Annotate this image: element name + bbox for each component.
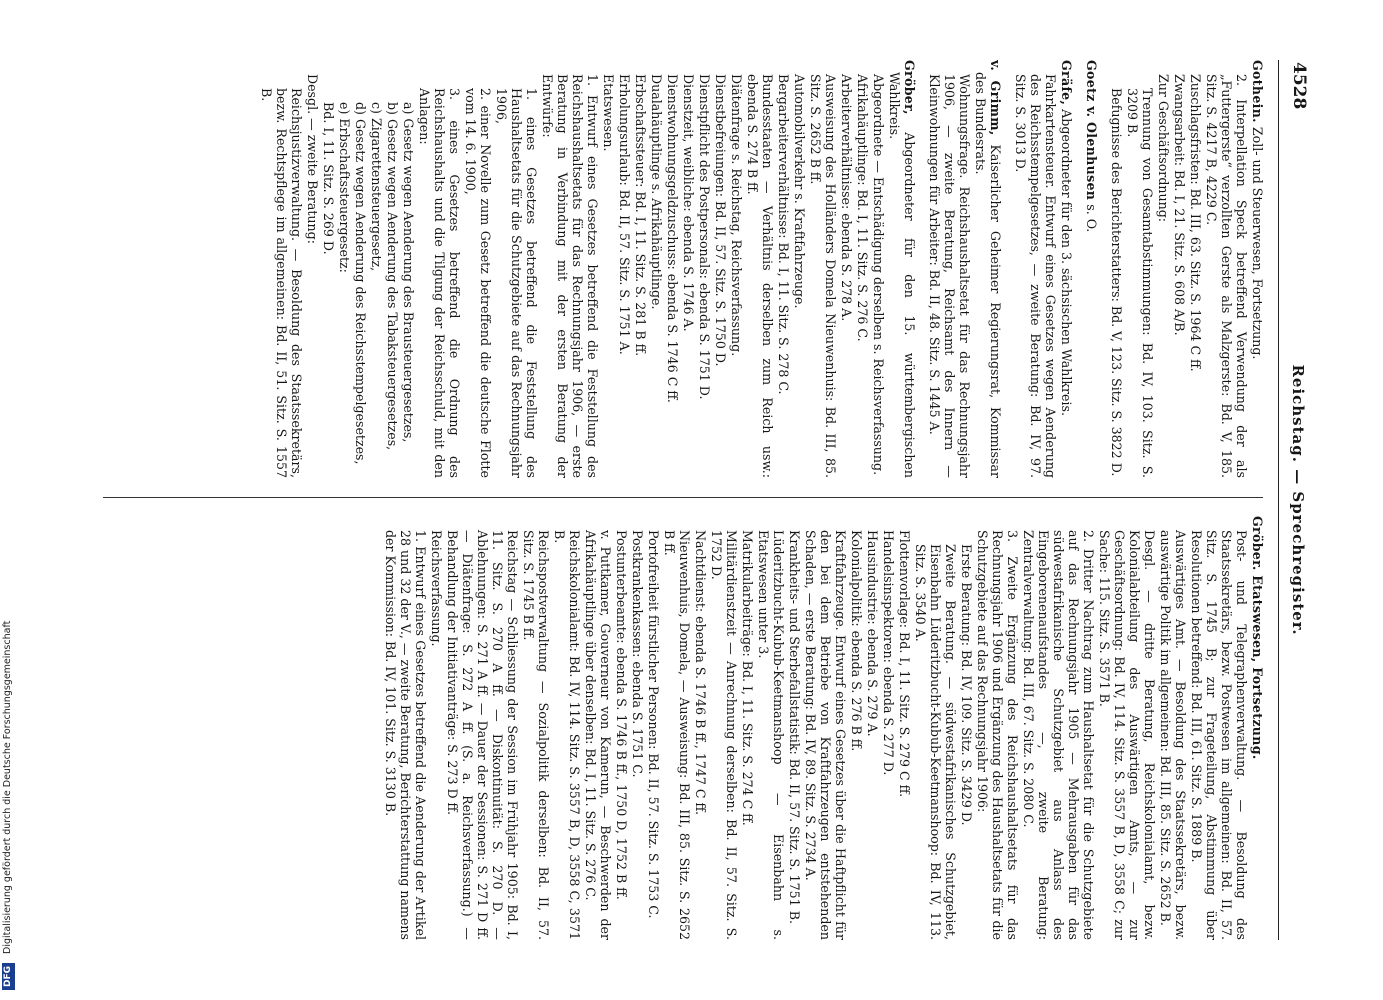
index-entry [745,60,775,478]
index-entry [662,516,692,940]
entry-text: Hausindustrie: ebenda S. 279 A. [865,530,880,737]
index-entry [1059,60,1074,478]
index-entry [1250,60,1265,478]
entry-text: Reichskolonialamt: Bd. IV, 114. Sitz. S. 3557 B, D, 3558 C, 3571 B. [552,530,582,940]
entry-gap [1075,60,1083,478]
index-entry [973,60,1003,478]
entry-text: Kolonialpolitik: ebenda S. 276 B ff. [849,530,864,752]
page-header [1278,60,1313,940]
entry-text: Trennung von Gesamtabstimmungen: Bd. IV, 103. Sitz. S. 3209 B. [1125,88,1155,478]
entry-text: 1. Entwurf eines Gesetzes betreffend die Aenderung der Artikel 28 und 32 der V., — zweite Beratung, Berichterstattung namens der Kommission: Bd. IV, 101. Sitz. S. 3130 B. [383,530,428,940]
index-entry [1109,60,1124,478]
entry-text: 3. Zweite Ergänzung des Reichshaushaltsetats für das Rechnungsjahr 1906 und Ergänzung des Haushaltsetats für die Schutzgebiete auf das Rechnungsjahr 1906: [975,530,1020,940]
index-entry [729,60,744,478]
index-entry [1172,60,1187,478]
entry-text: Dualahäuptlinge s. Afrikahäuptlinge. [649,74,664,310]
index-entry [521,516,551,940]
index-entry [1125,60,1155,478]
index-entry [871,60,886,478]
index-entry [305,60,320,478]
entry-text: Dienstbefreiungen: Bd. II, 57. Sitz. S. 1750 D. [713,74,728,367]
entry-text: 2. einer Novelle zum Gesetz betreffend die deutsche Flotte vom 14. 6. 1900, [463,88,493,478]
index-entry [463,60,493,478]
index-entry [385,60,400,478]
entry-text: Fahrkartensteuer. Entwurf eines Gesetzes wegen Aenderung des Reichsstempelgesetzes, — zweite Beratung: Bd. IV, 97. Sitz. S. 3013 D. [1013,74,1058,478]
index-entry [740,516,755,940]
page-number: 4528 [1289,62,1309,110]
index-entry [792,60,807,478]
index-entry [383,516,428,940]
entry-text: 1. Entwurf eines Gesetzes betreffend die Feststellung des Reichshaushaltsetats für das Rechnungsjahr 1906, — erste Beratung in Verbindung mit der ersten Beratung der Entwürfe: [540,74,600,478]
entry-text: Militärdienstzeit — Anrechnung derselben: Bd. II, 57. Sitz. S. 1752 D. [709,530,739,940]
entry-text: Wohnungsfrage. Reichshaushaltsetat für das Rechnungsjahr 1906, — zweite Beratung, Reichsamt des Innern — Kleinwohnungen für Arbeiter: Bd. II, 48. Sitz. S. 1445 A. [927,74,972,478]
entry-gap [1100,60,1108,478]
index-entry [887,60,917,478]
index-entry [697,60,712,478]
index-entry [1021,516,1096,940]
entry-text: v. Puttkamer, Gouverneur von Kamerun, — Beschwerden der Afrikahäuptlinge über denselben: Bd. I, 11. Sitz. S. 276 C. [583,530,613,940]
entry-gap [918,60,926,478]
index-entry [1013,60,1058,478]
index-entry [927,60,972,478]
index-entry [494,60,539,478]
entry-text: Postunterbeamte: ebenda S. 1746 B ff., 1750 D, 1752 B ff. [614,530,629,900]
entry-text: b) Gesetz wegen Aenderung des Tabaksteuergesetzes, [385,102,400,451]
index-entry [1156,60,1171,478]
entry-text: 2. Interpellation Speck betreffend Verwendung der als „Futtergerste“ verzollten Gerste als Malzgerste: Bd. V, 185. Sitz. S. 4217 B, 4229 C. [1204,74,1249,478]
index-entry [849,516,864,940]
index-entry [855,60,870,478]
entry-text: d) Gesetz wegen Aenderung des Reichsstempelgesetzes, [353,102,368,465]
index-entry [881,516,896,940]
dfg-logo: DFG [2,963,15,990]
entry-text: 3. eines Gesetzes betreffend die Ordnung des Reichshaushalts und die Tilgung der Reichsschuld, mit den Anlagen: [417,88,462,478]
index-entry [865,516,880,940]
index-entry [259,60,304,478]
entry-text: s. O. [1084,200,1099,233]
index-entry [614,516,629,940]
entry-text: Desgl. — zweite Beratung: [305,74,320,244]
index-entry [583,516,613,940]
entry-gap [1004,60,1012,478]
index-entry [913,516,958,940]
digitization-credit [0,0,16,1000]
index-entry [1084,60,1099,478]
index-entry [601,60,616,478]
entry-text: Reichsverfassung. [429,530,444,647]
entry-text: Dienstpflicht des Postpersonals: ebenda S. 1751 D. [697,74,712,400]
index-entry [713,60,728,478]
entry-text: Bergarbeiterverhältnisse: Bd. I, 11. Sitz. S. 278 C. [776,74,791,395]
index-entry [665,60,680,478]
entry-text: Matrikularbeiträge: Bd. I, 11. Sitz. S. 274 C ff. [740,530,755,826]
entry-text: Reichsjustizverwaltung. — Besoldung des Staatssekretärs, bezw. Rechtspflege im allgemeinen: Bd. II, 51. Sitz. S. 1557 B. [259,88,304,478]
entry-text: Reichstag — Schliessung der Session im Frühjahr 1905: Bd. I, 11. Sitz. S. 270 A ff. — Diskontinuität: S. 270 D. — Ablehnungen: S. 271 A ff. — Dauer der Sessionen: S. 271 D ff. — Diätenfrage: S. 272 A ff. (S. a. Reichsverfassung.) — Behandlung der Initiativanträge: S. 273 D ff. [445,530,520,940]
entry-text: Zoll- und Steuerwesen, Fortsetzung. [1250,122,1265,360]
index-entry [617,60,632,478]
entry-text: Handelsinspektoren: ebenda S. 277 D. [881,530,896,776]
index-entry [353,60,368,478]
index-entry [1158,516,1188,940]
entry-text: Nieuwenhuis, Domela, — Ausweisung: Bd. III, 85. Sitz. S. 2652 B ff. [662,530,692,940]
index-entry [417,60,462,478]
entry-text: Dienstzeit, weibliche: ebenda S. 1746 A. [681,74,696,332]
index-entry [756,516,786,940]
entry-text: 1. eines Gesetzes betreffend die Feststellung des Haushaltsetats für die Schutzgebiete auf das Rechnungsjahr 1906, [494,88,539,478]
entry-text: Desgl. — dritte Beratung, Reichskolonialamt, bezw. Kolonialabteilung des Auswärtigen Amts, — zur Geschäftsordnung: Bd. IV, 114. Sitz. S. 3557 B, D, 3558 C; zur Sache: 115. Sitz. S. 3571 B. [1097,530,1157,940]
person-name: Gräfe, [1059,60,1074,106]
entry-text: Erste Beratung: Bd. IV, 109. Sitz. S. 3429 D. [959,544,974,826]
index-entry [540,60,600,478]
index-entry [975,516,1020,940]
left-column [85,60,1265,478]
entry-text: Erbschaftssteuer: Bd. I, 11. Sitz. S. 281 B ff. [633,74,648,357]
index-entry [959,516,974,940]
entry-text: Postkrankenkassen: ebenda S. 1751 C. [630,530,645,778]
entry-text: Zuschlagsfristen: Bd. III, 63. Sitz. S. 1964 C ff. [1188,74,1203,372]
entry-text: Befugnisse des Berichterstatters: Bd. V, 123. Sitz. S. 3822 D. [1109,88,1124,477]
entry-text: Ausweisung des Holländers Domela Nieuwenhuis: Bd. III, 85. Sitz. S. 2652 B ff. [808,74,838,478]
entry-text: e) Erbschaftssteuergesetz: [337,102,352,273]
entry-text: Afrikahäuptlinge: Bd. I, 11. Sitz. S. 276 C. [855,74,870,342]
index-entry [787,516,802,940]
entry-text: Erholungsurlaub: Bd. II, 57. Sitz. S. 1751 A. [617,74,632,355]
entry-text: Abgeordneter für den 15. württembergischen Wahlkreis. [887,72,917,478]
entry-text: Nachtdienst: ebenda S. 1746 B ff., 1747 C ff. [693,530,708,816]
person-name: Goetz v. Olenhusen [1084,60,1099,201]
index-entry [897,516,912,940]
entry-text: Reichspostverwaltung — Sozialpolitik derselben: Bd. II, 57. Sitz. S. 1745 B ff. [521,530,551,940]
entry-text: Zwangsarbeit: Bd. I, 21. Sitz. S. 608 A/B. [1172,74,1187,336]
entry-text: Zweite Beratung. — südwestafrikanisches Schutzgebiet, Eisenbahn Lüderitzbucht-Kubub-Keetmanshoop: Bd. IV, 113. Sitz. S. 3540 A. [913,544,958,940]
entry-text: Lüderitzbucht-Kubub-Keetmanshoop — Eisenbahn s. Etatswesen unter 3. [756,530,786,940]
entry-text: Arbeiterverhältnisse: ebenda S. 278 A. [839,74,854,322]
entry-text: Post- und Telegraphenverwaltung. — Besoldung des Staatssekretärs, bezw. Postwesen im allgemeinen: Bd. II, 57. Sitz. S. 1745 B; zur Frageteilung, Abstimmung über Resolutionen betreffend: Bd. III, 61. Sitz. S. 1889 B. [1189,530,1249,940]
entry-text: Zur Geschäftsordnung: [1156,74,1171,223]
index-entry [445,516,520,940]
entry-text: Kraftfahrzeuge. Entwurf eines Gesetzes über die Haftpflicht für den bei dem Betriebe von Kraftfahrzeugen entstehenden Schaden, — erste Beratung: Bd. IV, 89. Sitz. S. 2734 A. [803,530,848,940]
index-entry [646,516,661,940]
index-entry [630,516,645,940]
entry-text: Automobilverkehr s. Kraftfahrzeuge. [792,74,807,309]
index-entry [681,60,696,478]
credit-text: Digitalisierung gefördert durch die Deutsche Forschungsgemeinschaft [2,620,13,954]
entry-text: Etatswesen. [601,74,616,152]
entry-text: Abgeordneter für den 3. sächsischen Wahlkreis. [1059,105,1074,416]
running-title: Reichstag. — Sprechregister. [1289,364,1307,636]
entry-text: Abgeordnete — Entschädigung derselben s. Reichsverfassung. [871,74,886,476]
entry-text: Dienstwohnungsgeldzuschuss: ebenda S. 1746 C ff. [665,74,680,403]
index-entry [369,60,384,478]
index-entry [429,516,444,940]
entry-text: a) Gesetz wegen Aenderung des Brausteuergesetzes, [401,102,416,443]
index-entry [633,60,648,478]
index-entry [649,60,664,478]
entry-text: 2. Dritter Nachtrag zum Haushaltsetat für die Schutzgebiete auf das Rechnungsjahr 1905 — Mehrausgaben für das südwestafrikanische Schutzgebiet aus Anlass des Eingeborenenaufstandes —, zweite Beratung: Zentralverwaltung: Bd. III, 67. Sitz. S. 2080 C. [1021,530,1096,940]
index-entry [839,60,854,478]
index-entry [401,60,416,478]
entry-text: Auswärtiges Amt. — Besoldung des Staatssekretärs, bezw. auswärtige Politik im allgemeinen: Bd. III, 85. Sitz. S. 2652 B. [1158,530,1188,940]
person-name: Gröber, [902,60,917,115]
right-column [85,516,1265,940]
entry-text: Bundesstaaten — Verhältnis derselben zum Reich usw.: ebenda S. 274 B ff. [745,74,775,478]
index-entry [803,516,848,940]
entry-text: Krankheits- und Sterbefallstatistik: Bd. II, 57. Sitz. S. 1751 B. [787,530,802,924]
entry-text: Portofreiheit fürstlicher Personen: Bd. II, 57. Sitz. S. 1753 C. [646,530,661,919]
entry-text: Bd. I, 11. Sitz. S. 269 D. [321,102,336,255]
right-column-running-head: Gröber. Etatswesen, Fortsetzung. [1250,516,1265,760]
person-name: v. Grimm, [988,60,1003,136]
index-entry [808,60,838,478]
index-entry [709,516,739,940]
entry-text: Kaiserlicher Geheimer Regierungsrat, Kommissar des Bundesrats. [973,72,1003,478]
index-entry [1189,516,1249,940]
person-name: Gothein. [1250,60,1265,123]
index-entry [337,60,352,478]
index-entry [776,60,791,478]
entry-text: Diätenfrage s. Reichstag, Reichsverfassung. [729,74,744,357]
index-entry [1097,516,1157,940]
index-entry [693,516,708,940]
entry-text: c) Zigarettensteuergesetz, [369,102,384,272]
entry-text: Flottenvorlage: Bd. I, 11. Sitz. S. 279 C ff. [897,530,912,798]
index-entry [321,60,336,478]
index-entry [1188,60,1203,478]
index-entry [552,516,582,940]
column-divider [103,497,1263,498]
index-entry [1204,60,1249,478]
